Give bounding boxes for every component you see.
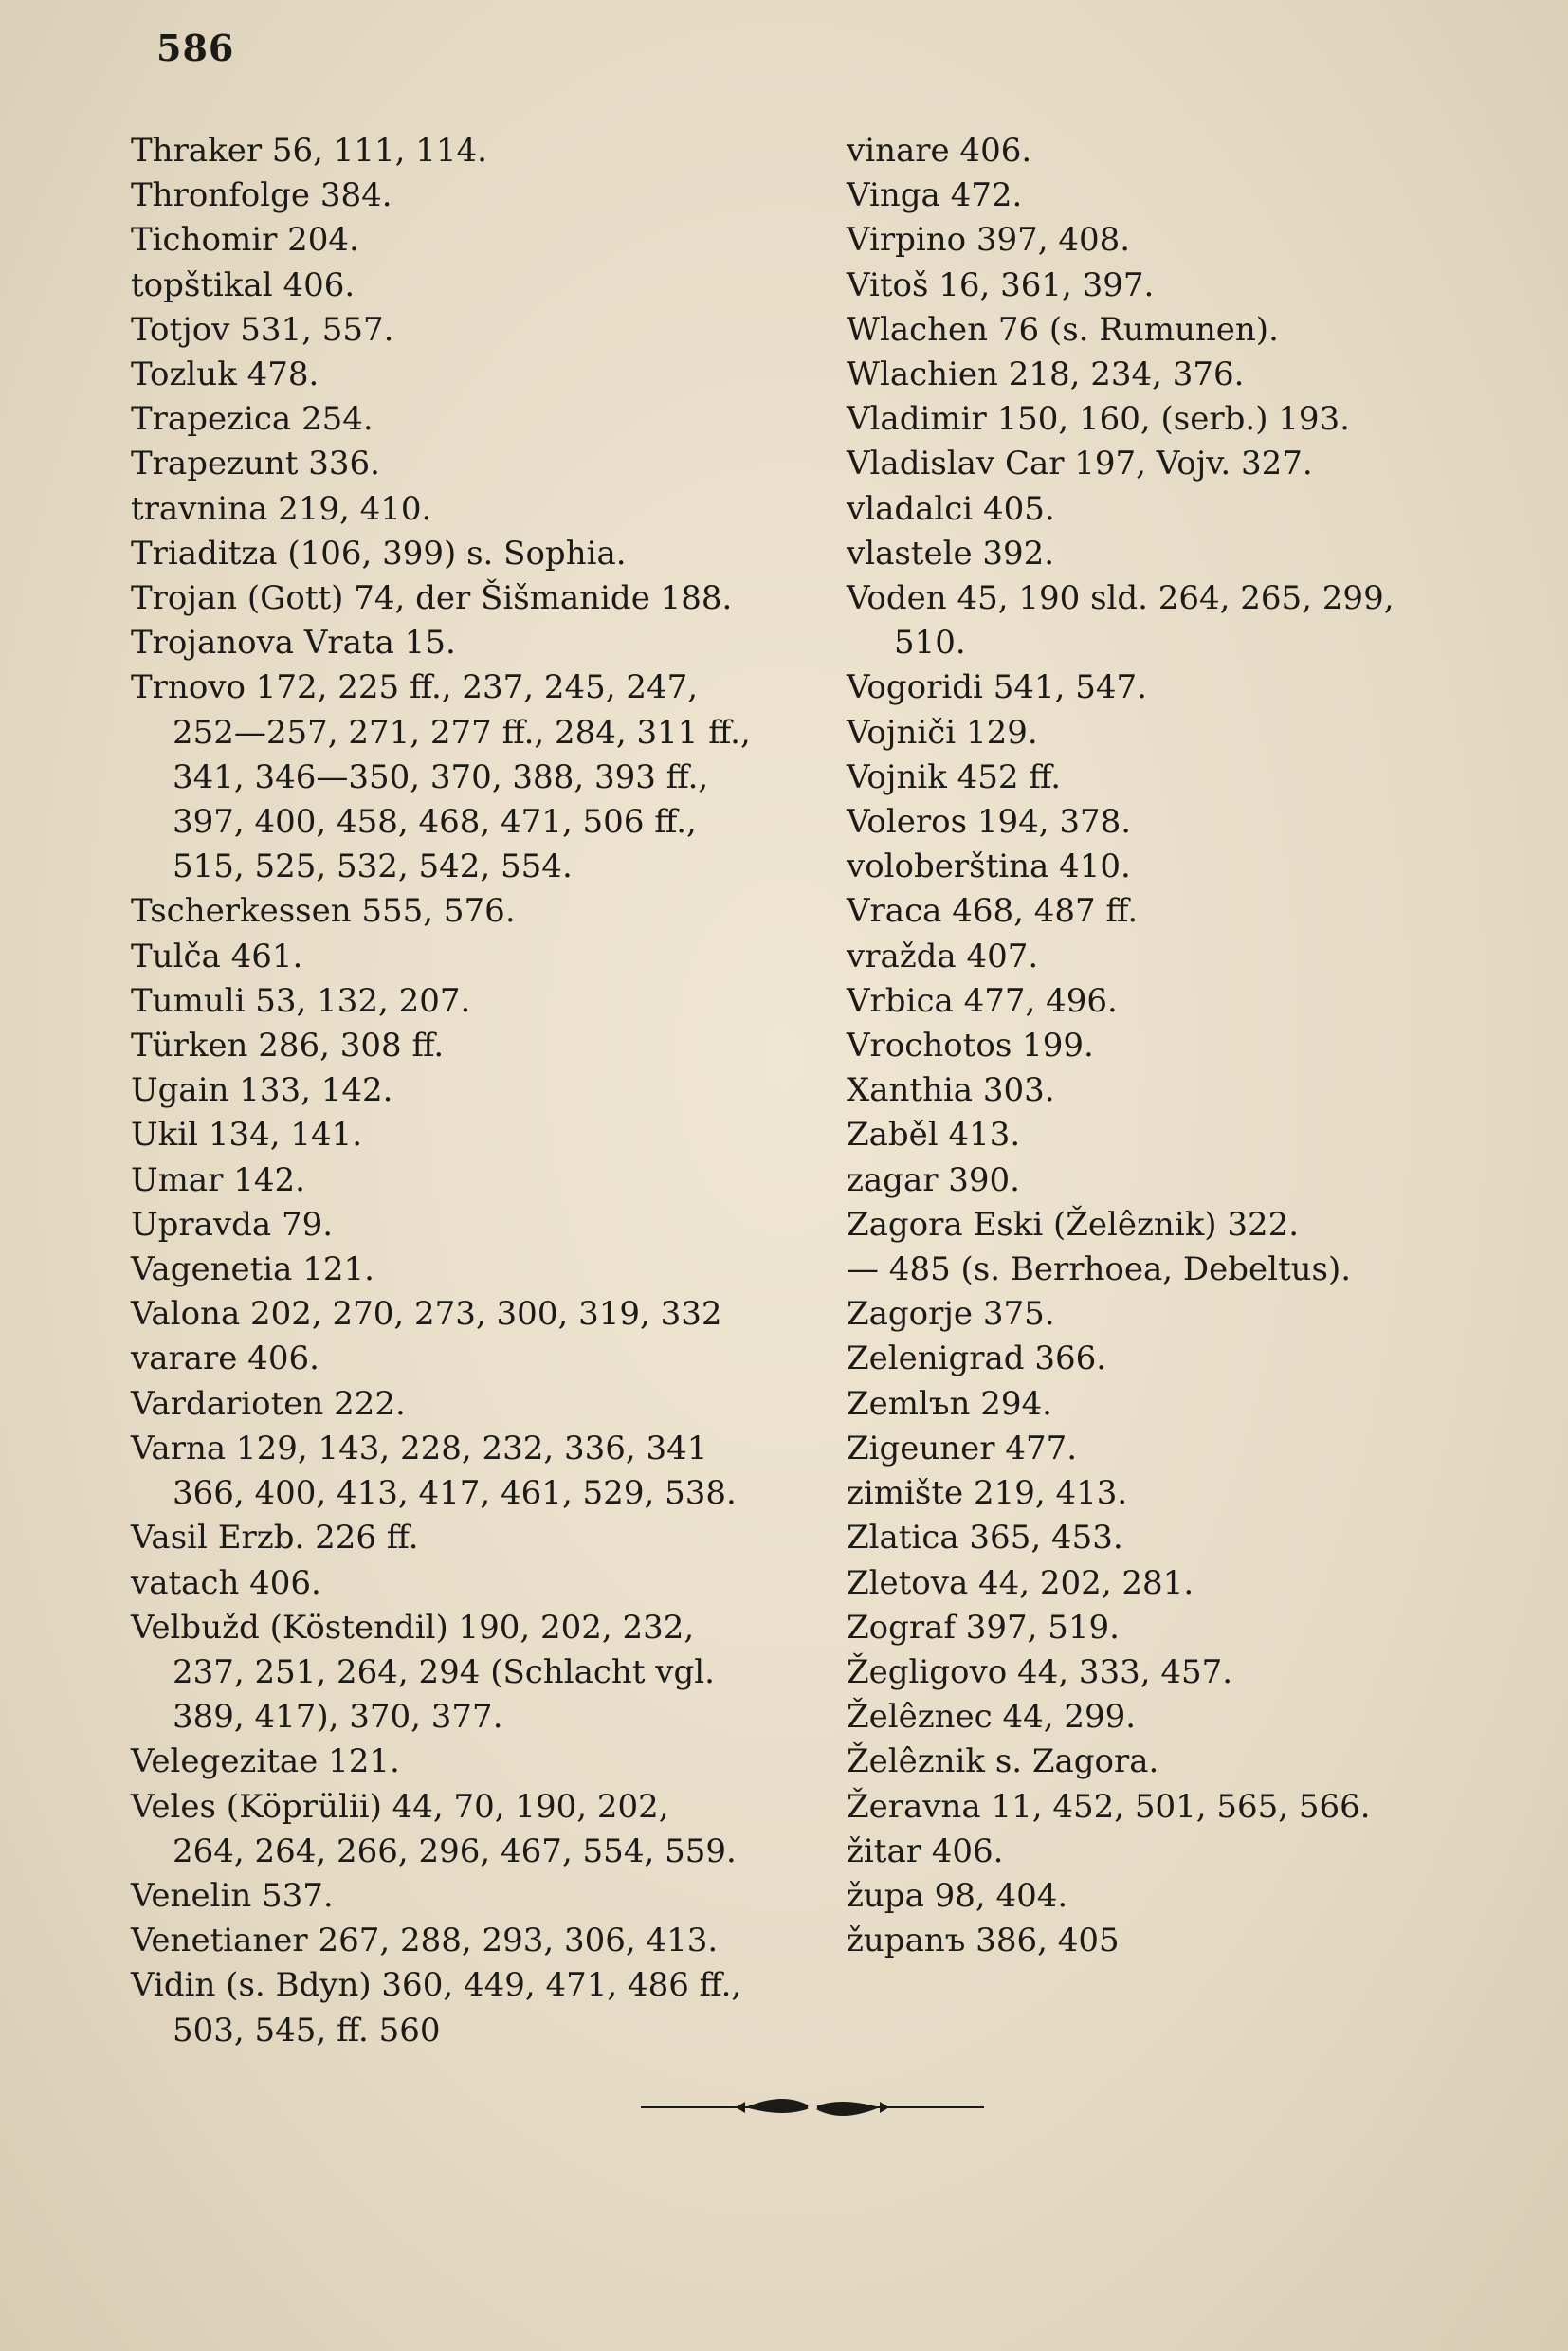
index-entry: Ukil 134, 141.	[131, 1116, 363, 1155]
index-entry: Zletova 44, 202, 281.	[847, 1563, 1194, 1602]
index-entry: Tumuli 53, 132, 207.	[131, 981, 471, 1020]
index-entry: vinare 406.	[847, 132, 1032, 170]
index-entry: vražda 407.	[847, 937, 1039, 975]
index-continuation-line: 341, 346—350, 370, 388, 393 ff.,	[173, 757, 709, 796]
index-entry: Vogoridi 541, 547.	[847, 668, 1147, 707]
index-continuation-line: 264, 264, 266, 296, 467, 554, 559.	[173, 1832, 737, 1870]
index-entry: Vojnik 452 ff.	[847, 757, 1062, 796]
index-entry: Voleros 194, 378.	[847, 803, 1132, 842]
index-entry: Tulča 461.	[131, 937, 303, 975]
index-entry: Ugain 133, 142.	[131, 1071, 393, 1110]
index-entry: Zlatica 365, 453.	[847, 1519, 1123, 1558]
index-entry: Venetianer 267, 288, 293, 306, 413.	[131, 1922, 719, 1960]
index-entry: Trapezica 254.	[131, 400, 374, 439]
index-entry: Vojniči 129.	[847, 713, 1038, 752]
index-entry: Tozluk 478.	[131, 355, 319, 394]
index-continuation-line: 515, 525, 532, 542, 554.	[173, 847, 573, 886]
index-entry: Trapezunt 336.	[131, 445, 380, 483]
index-continuation-line: 503, 545, ff. 560	[173, 2011, 441, 2050]
index-entry: Tscherkessen 555, 576.	[131, 892, 516, 931]
index-entry: Wlachen 76 (s. Rumunen).	[847, 310, 1279, 349]
index-entry: Virpino 397, 408.	[847, 221, 1131, 260]
index-entry: vlastele 392.	[847, 534, 1055, 573]
page-number: 586	[156, 27, 235, 69]
index-entry: Trnovo 172, 225 ff., 237, 245, 247,	[131, 668, 699, 707]
index-entry: Žegligovo 44, 333, 457.	[847, 1652, 1233, 1691]
index-entry: Veles (Köprülii) 44, 70, 190, 202,	[131, 1787, 669, 1826]
index-entry: Želêznec 44, 299.	[847, 1698, 1137, 1737]
index-entry: zimište 219, 413.	[847, 1474, 1128, 1513]
index-entry: žitar 406.	[847, 1832, 1004, 1870]
index-entry: Vardarioten 222.	[131, 1384, 406, 1423]
index-entry: Trojan (Gott) 74, der Šišmanide 188.	[131, 579, 733, 618]
index-entry: Žeravna 11, 452, 501, 565, 566.	[847, 1787, 1371, 1826]
index-entry: Vrochotos 199.	[847, 1027, 1094, 1066]
index-entry: Zagora Eski (Želêznik) 322.	[847, 1205, 1300, 1244]
index-entry: Vladimir 150, 160, (serb.) 193.	[847, 400, 1350, 439]
index-entry: Zelenigrad 366.	[847, 1340, 1107, 1378]
index-entry: Zigeuner 477.	[847, 1429, 1078, 1467]
index-entry: županъ 386, 405	[847, 1922, 1120, 1960]
index-entry: Vraca 468, 487 ff.	[847, 892, 1139, 931]
index-entry: varare 406.	[131, 1340, 319, 1378]
index-continuation-line: 510.	[894, 624, 966, 663]
index-entry: topštikal 406.	[131, 265, 356, 304]
index-entry: Vladislav Car 197, Vojv. 327.	[847, 445, 1313, 483]
index-entry: Velegezitae 121.	[131, 1742, 400, 1781]
index-entry: vatach 406.	[131, 1563, 321, 1602]
index-entry: Zograf 397, 519.	[847, 1608, 1120, 1647]
index-entry: zagar 390.	[847, 1160, 1020, 1199]
index-entry: Zemlъn 294.	[847, 1384, 1052, 1423]
index-entry: župa 98, 404.	[847, 1876, 1068, 1915]
index-continuation-line: 397, 400, 458, 468, 471, 506 ff.,	[173, 803, 697, 842]
index-entry: Triaditza (106, 399) s. Sophia.	[131, 534, 627, 573]
index-entry: Venelin 537.	[131, 1876, 334, 1915]
index-column-left	[131, 129, 851, 2053]
index-entry: Trojanova Vrata 15.	[131, 624, 456, 663]
index-entry: Vagenetia 121.	[131, 1250, 374, 1289]
index-continuation-line: 389, 417), 370, 377.	[173, 1698, 503, 1737]
index-entry: Wlachien 218, 234, 376.	[847, 355, 1245, 394]
index-entry: Umar 142.	[131, 1160, 305, 1199]
index-entry: Zaběl 413.	[847, 1116, 1021, 1155]
index-entry: Želêznik s. Zagora.	[847, 1742, 1159, 1781]
index-entry: Vrbica 477, 496.	[847, 981, 1118, 1020]
index-entry: — 485 (s. Berrhoea, Debeltus).	[847, 1250, 1352, 1289]
index-entry: Vinga 472.	[847, 176, 1023, 215]
index-entry: voloberština 410.	[847, 847, 1131, 886]
index-entry: travnina 219, 410.	[131, 489, 432, 528]
index-entry: Upravda 79.	[131, 1205, 334, 1244]
index-entry: Vasil Erzb. 226 ff.	[131, 1519, 419, 1558]
index-entry: Vidin (s. Bdyn) 360, 449, 471, 486 ff.,	[131, 1966, 742, 2005]
index-entry: Velbužd (Köstendil) 190, 202, 232,	[131, 1608, 695, 1647]
index-entry: Voden 45, 190 sld. 264, 265, 299,	[847, 579, 1395, 618]
index-entry: Varna 129, 143, 228, 232, 336, 341	[131, 1429, 708, 1467]
index-continuation-line: 366, 400, 413, 417, 461, 529, 538.	[173, 1474, 737, 1513]
end-ornament	[641, 2090, 984, 2124]
index-continuation-line: 252—257, 271, 277 ff., 284, 311 ff.,	[173, 713, 751, 752]
index-entry: Tichomir 204.	[131, 221, 359, 260]
index-entry: Totjov 531, 557.	[131, 310, 394, 349]
index-entry: Türken 286, 308 ff.	[131, 1027, 445, 1066]
index-entry: Xanthia 303.	[847, 1071, 1055, 1110]
index-entry: Vitoš 16, 361, 397.	[847, 265, 1155, 304]
index-entry: Zagorje 375.	[847, 1295, 1055, 1334]
index-entry: vladalci 405.	[847, 489, 1055, 528]
index-entry: Valona 202, 270, 273, 300, 319, 332	[131, 1295, 722, 1334]
index-continuation-line: 237, 251, 264, 294 (Schlacht vgl.	[173, 1652, 715, 1691]
index-entry: Thraker 56, 111, 114.	[131, 132, 487, 170]
index-column-right	[847, 129, 1548, 1963]
index-entry: Thronfolge 384.	[131, 176, 392, 215]
